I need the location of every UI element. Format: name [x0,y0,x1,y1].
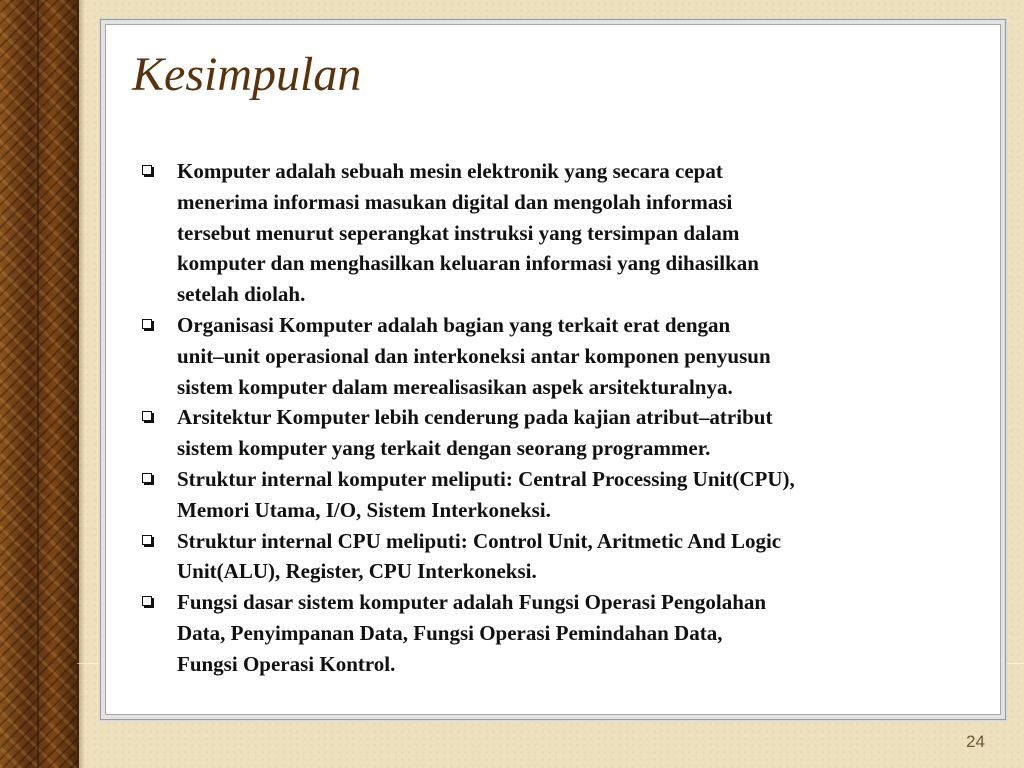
checkbox-square-icon [142,473,152,483]
list-item [140,310,940,402]
item-line: Fungsi dasar sistem komputer adalah Fungsi Operasi Pengolahan [177,590,767,615]
checkbox-square-icon [142,596,152,606]
list-item [140,526,940,588]
item-line: Unit(ALU), Register, CPU Interkoneksi. [177,559,537,584]
checkbox-square-icon [142,319,152,329]
item-line: setelah diolah. [177,282,306,307]
wood-strip-decoration [0,0,79,768]
page-number: 24 [966,732,985,751]
item-line: Arsitektur Komputer lebih cenderung pada kajian atribut–atribut [177,405,773,430]
list-item [140,156,940,310]
wood-divider-line [37,0,39,768]
item-line: tersebut menurut seperangkat instruksi yang tersimpan dalam [177,220,740,245]
item-line: Organisasi Komputer adalah bagian yang terkait erat dengan [177,312,731,337]
list-item [140,464,940,526]
item-line: komputer dan menghasilkan keluaran informasi yang dihasilkan [177,251,759,276]
slide-title: Kesimpulan [132,48,362,101]
item-line: Komputer adalah sebuah mesin elektronik yang secara cepat [177,159,723,183]
item-line: unit–unit operasional dan interkoneksi antar komponen penyusun [177,343,771,368]
item-line: Data, Penyimpanan Data, Fungsi Operasi Pemindahan Data, [177,620,723,645]
checkbox-square-icon [142,535,152,545]
item-line: sistem komputer dalam merealisasikan aspek arsitekturalnya. [177,374,733,399]
item-line: Fungsi Operasi Kontrol. [177,651,396,676]
checkbox-square-icon [142,165,152,175]
wood-shadow [77,0,85,768]
item-line: Struktur internal CPU meliputi: Control Unit, Aritmetic And Logic [177,528,782,553]
item-line: Memori Utama, I/O, Sistem Interkoneksi. [177,497,551,522]
list-item [140,587,940,679]
item-line: menerima informasi masukan digital dan mengolah informasi [177,189,733,214]
item-line: Struktur internal komputer meliputi: Central Processing Unit(CPU), [177,466,795,491]
bullet-list [140,156,940,680]
item-line: sistem komputer yang terkait dengan seorang programmer. [177,436,711,461]
checkbox-square-icon [142,411,152,421]
list-item [140,402,940,464]
